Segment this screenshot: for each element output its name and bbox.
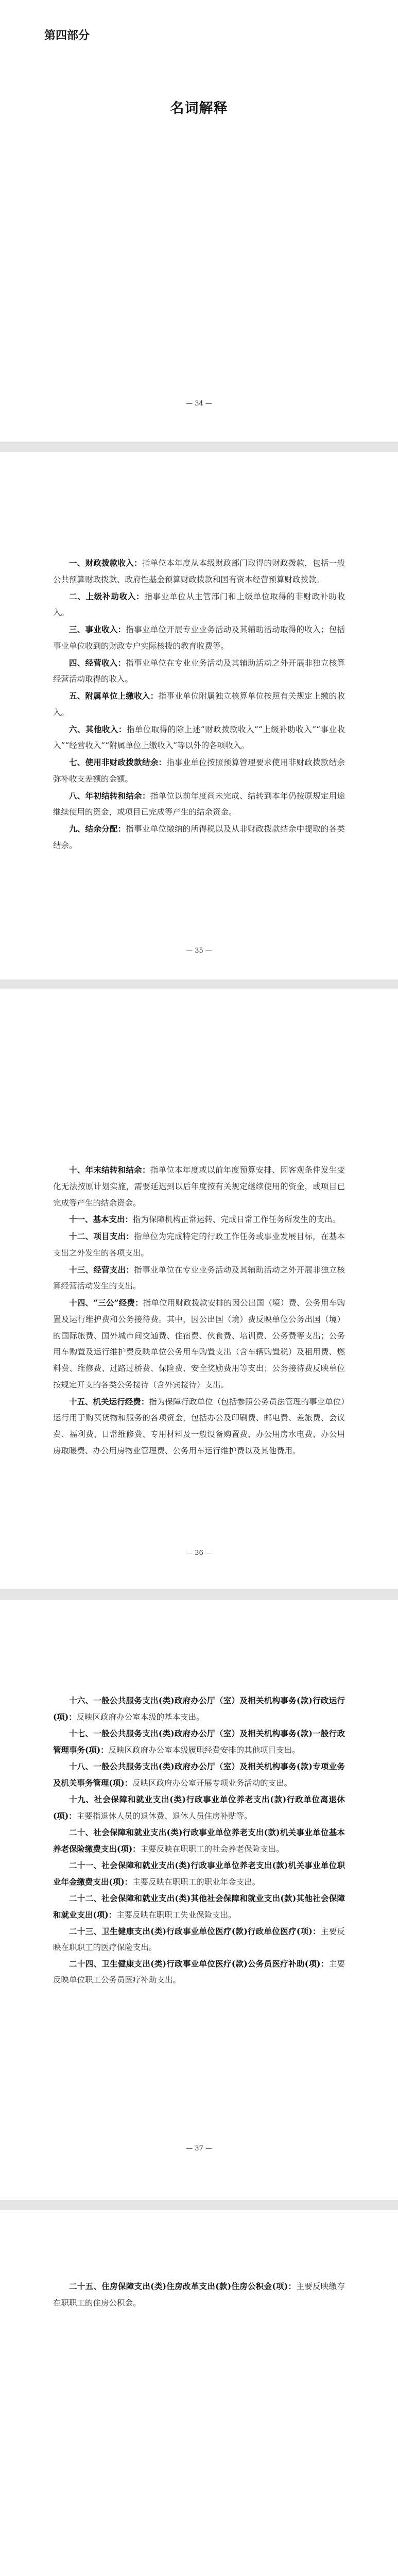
definition-term: 六、其他收入： <box>69 724 127 734</box>
definition-term: 五、附属单位上缴收入： <box>69 691 159 701</box>
definition-text: 指单位本年度或以前年度预算安排、因客观条件发生变化无法按原计划实施，需要延迟到以后年度按有关规定继续使用的资金，或项目已完成等产生的结余资金。 <box>53 1165 345 1208</box>
definition-term: 二十三、卫生健康支出(类)行政事业单位医疗(款)行政单位医疗(项)： <box>69 1926 321 1936</box>
definition-term: 十五、机关运行经费： <box>69 1396 149 1406</box>
page-5 <box>0 2210 398 2576</box>
definition-item <box>53 1211 345 1228</box>
definition-term: 八、年初结转和结余： <box>69 790 150 801</box>
definition-text: 指事业单位在专业业务活动及其辅助活动之外开展非独立核算经营活动取得的收入。 <box>53 658 345 684</box>
definition-text: 指事业单位按照预算管理要求使用非财政拨款结余弥补收支差额的金额。 <box>53 758 345 784</box>
definition-text: 反映区政府办公室开展专项业务活动的支出。 <box>132 1778 292 1788</box>
definition-term: 二十五、住房保障支出(类)住房改革支出(款)住房公积金(项)： <box>69 2281 297 2291</box>
definition-term: 十四、“三公”经费： <box>69 1298 143 1308</box>
definition-item <box>53 655 345 688</box>
definition-text: 指单位用财政拨款安排的因公出国（境）费、公务用车购置及运行维护费和公务接待费。其中，因公出国（境）费反映单位公务出国（境）的国际旅费、国外城市间交通费、住宿费、伙食费、培训费、公务费等支出；公务用车购置及运行维护费反映单位公务用车购置支出（含车辆购置税）及租用费、燃料费、维修费、过路过桥费、保险费、安全奖励费用等支出；公务接待费反映单位按规定开支的各类公务接待（含外宾接待）支出。 <box>53 1298 345 1389</box>
page-1 <box>0 0 398 442</box>
page-number: — 35 — <box>186 947 212 955</box>
definition-item <box>53 1692 345 1725</box>
page-number: — 36 — <box>186 1549 212 1557</box>
definition-term: 二十一、社会保障和就业支出(类)行政事业单位养老支出(款)机关事业单位职业年金缴费支出(项)： <box>53 1860 345 1887</box>
page-2 <box>0 452 398 979</box>
definition-item <box>53 1295 345 1394</box>
definition-item <box>53 821 345 854</box>
definition-text: 指单位为完成特定的行政工作任务或事业发展目标，在基本支出之外发生的各项支出。 <box>53 1232 345 1258</box>
definition-item <box>53 2278 345 2312</box>
page-3 <box>0 989 398 1589</box>
definition-text: 指事业单位开展专业业务活动及其辅助活动取得的收入；包括事业单位收到的财政专户实际核拨的教育收费等。 <box>53 625 345 651</box>
definition-text: 主要反映单位职工公务员医疗补助支出。 <box>53 1959 345 1985</box>
definition-text: 指为保障行政单位（包括参照公务员法管理的事业单位）运行用于购买货物和服务的各项资金，包括办公及印刷费、邮电费、差旅费、会议费、福利费、日常维修费、专用材料及一般设备购置费、办公用房水电费、办公用房取暖费、办公用房物业管理费、公务用车运行维护费以及其他费用。 <box>53 1397 345 1456</box>
definition-text: 主要指退休人员的退休费、退休人员住房补贴等。 <box>76 1811 252 1821</box>
definition-item <box>53 588 345 622</box>
definition-item <box>53 1262 345 1295</box>
part-title: 第四部分 <box>44 29 90 42</box>
definition-term: 二、上级补助收入： <box>69 591 145 601</box>
page-4 <box>0 1600 398 2200</box>
definition-item <box>53 621 345 655</box>
definition-term: 二十二、社会保障和就业支出(类)其他社会保障和就业支出(款)其他社会保障和就业支出(项)： <box>53 1893 345 1920</box>
definition-term: 十八、一般公共服务支出(类)政府办公厅（室）及相关机构事务(款)专项业务及机关事务管理(项)： <box>53 1761 345 1788</box>
definition-item <box>53 1857 345 1890</box>
definition-term: 十九、社会保障和就业支出(类)行政事业单位养老支出(款)行政单位离退休(项)： <box>53 1794 345 1821</box>
definitions-list <box>53 555 345 854</box>
definition-term: 十二、项目支出： <box>69 1231 134 1242</box>
definition-text: 指单位取得的除上述“财政拨款收入”“上级补助收入”“事业收入”“经营收入”“附属单位上缴收入”等以外的各项收入。 <box>53 724 345 751</box>
definition-text: 指事业单位从主管部门和上级单位取得的非财政补助收入。 <box>53 591 345 618</box>
definition-item <box>53 1758 345 1791</box>
definition-item <box>53 688 345 721</box>
definition-term: 二十四、卫生健康支出(类)行政事业单位医疗(款)公务员医疗补助(项)： <box>69 1959 329 1969</box>
definition-term: 十、年末结转和结余： <box>69 1165 150 1175</box>
definition-term: 十六、一般公共服务支出(类)政府办公厅（室）及相关机构事务(款)行政运行(项)： <box>53 1696 345 1722</box>
page-number: — 37 — <box>186 2145 212 2153</box>
definition-item <box>53 1956 345 1988</box>
definition-text: 主要反映缴存在职职工的住房公积金。 <box>53 2282 345 2308</box>
definition-text: 主要反映在职职工失业保险支出。 <box>116 1910 236 1920</box>
definitions-list <box>53 1162 345 1460</box>
page-title: 名词解释 <box>170 100 228 116</box>
definition-item <box>53 1725 345 1758</box>
definition-item <box>53 788 345 821</box>
definition-term: 三、事业收入： <box>69 624 126 635</box>
definition-text: 主要反映在职职工的职业年金支出。 <box>132 1877 261 1887</box>
definition-text: 主要反映在职职工的医疗保险支出。 <box>53 1927 345 1952</box>
definition-item <box>53 1228 345 1262</box>
definition-item <box>53 1890 345 1923</box>
definition-text: 指单位以前年度尚未完成、结转到本年仍按原规定用途继续使用的资金，或项目已完成等产生的结余资金。 <box>53 791 345 817</box>
page-number: — 34 — <box>186 400 212 408</box>
definition-item <box>53 721 345 755</box>
definition-text: 主要反映在职职工的社会养老保险支出。 <box>140 1844 284 1854</box>
definition-text: 指事业单位缴纳的所得税以及从非财政拨款结余中提取的各类结余。 <box>53 824 345 851</box>
definition-item <box>53 1394 345 1460</box>
definition-text: 指事业单位在专业业务活动及其辅助活动之外开展非独立核算经营活动发生的支出。 <box>53 1265 345 1291</box>
definition-item <box>53 1162 345 1211</box>
definitions-list <box>53 2278 345 2312</box>
definitions-list <box>53 1692 345 1988</box>
definition-item <box>53 1824 345 1857</box>
definition-item <box>53 754 345 788</box>
definition-text: 反映区政府办公室本级履职经费安排的其他项目支出。 <box>108 1745 300 1755</box>
definition-text: 指单位本年度从本级财政部门取得的财政拨款，包括一般公共预算财政拨款、政府性基金预算财政拨款和国有资本经营预算财政拨款。 <box>53 558 345 584</box>
definition-text: 指事业单位附属独立核算单位按照有关规定上缴的收入。 <box>53 691 345 717</box>
definition-term: 九、结余分配： <box>69 824 126 834</box>
definition-term: 四、经营收入： <box>69 657 126 668</box>
definition-text: 指为保障机构正常运转、完成日常工作任务所发生的支出。 <box>133 1215 341 1225</box>
definition-item <box>53 555 345 588</box>
definition-item <box>53 1791 345 1824</box>
definition-term: 十三、经营支出： <box>69 1264 134 1275</box>
definition-term: 十七、一般公共服务支出(类)政府办公厅（室）及相关机构事务(款)一般行政管理事务(项)： <box>53 1728 345 1755</box>
definition-term: 十一、基本支出： <box>69 1214 133 1225</box>
definition-text: 反映区政府办公室本级的基本支出。 <box>76 1713 204 1722</box>
definition-term: 七、使用非财政拨款结余： <box>69 757 167 768</box>
definition-term: 一、财政拨款收入： <box>69 558 142 568</box>
definition-item <box>53 1923 345 1956</box>
definition-term: 二十、社会保障和就业支出(类)行政事业单位养老支出(款)机关事业单位基本养老保险缴费支出(项)： <box>53 1827 345 1854</box>
